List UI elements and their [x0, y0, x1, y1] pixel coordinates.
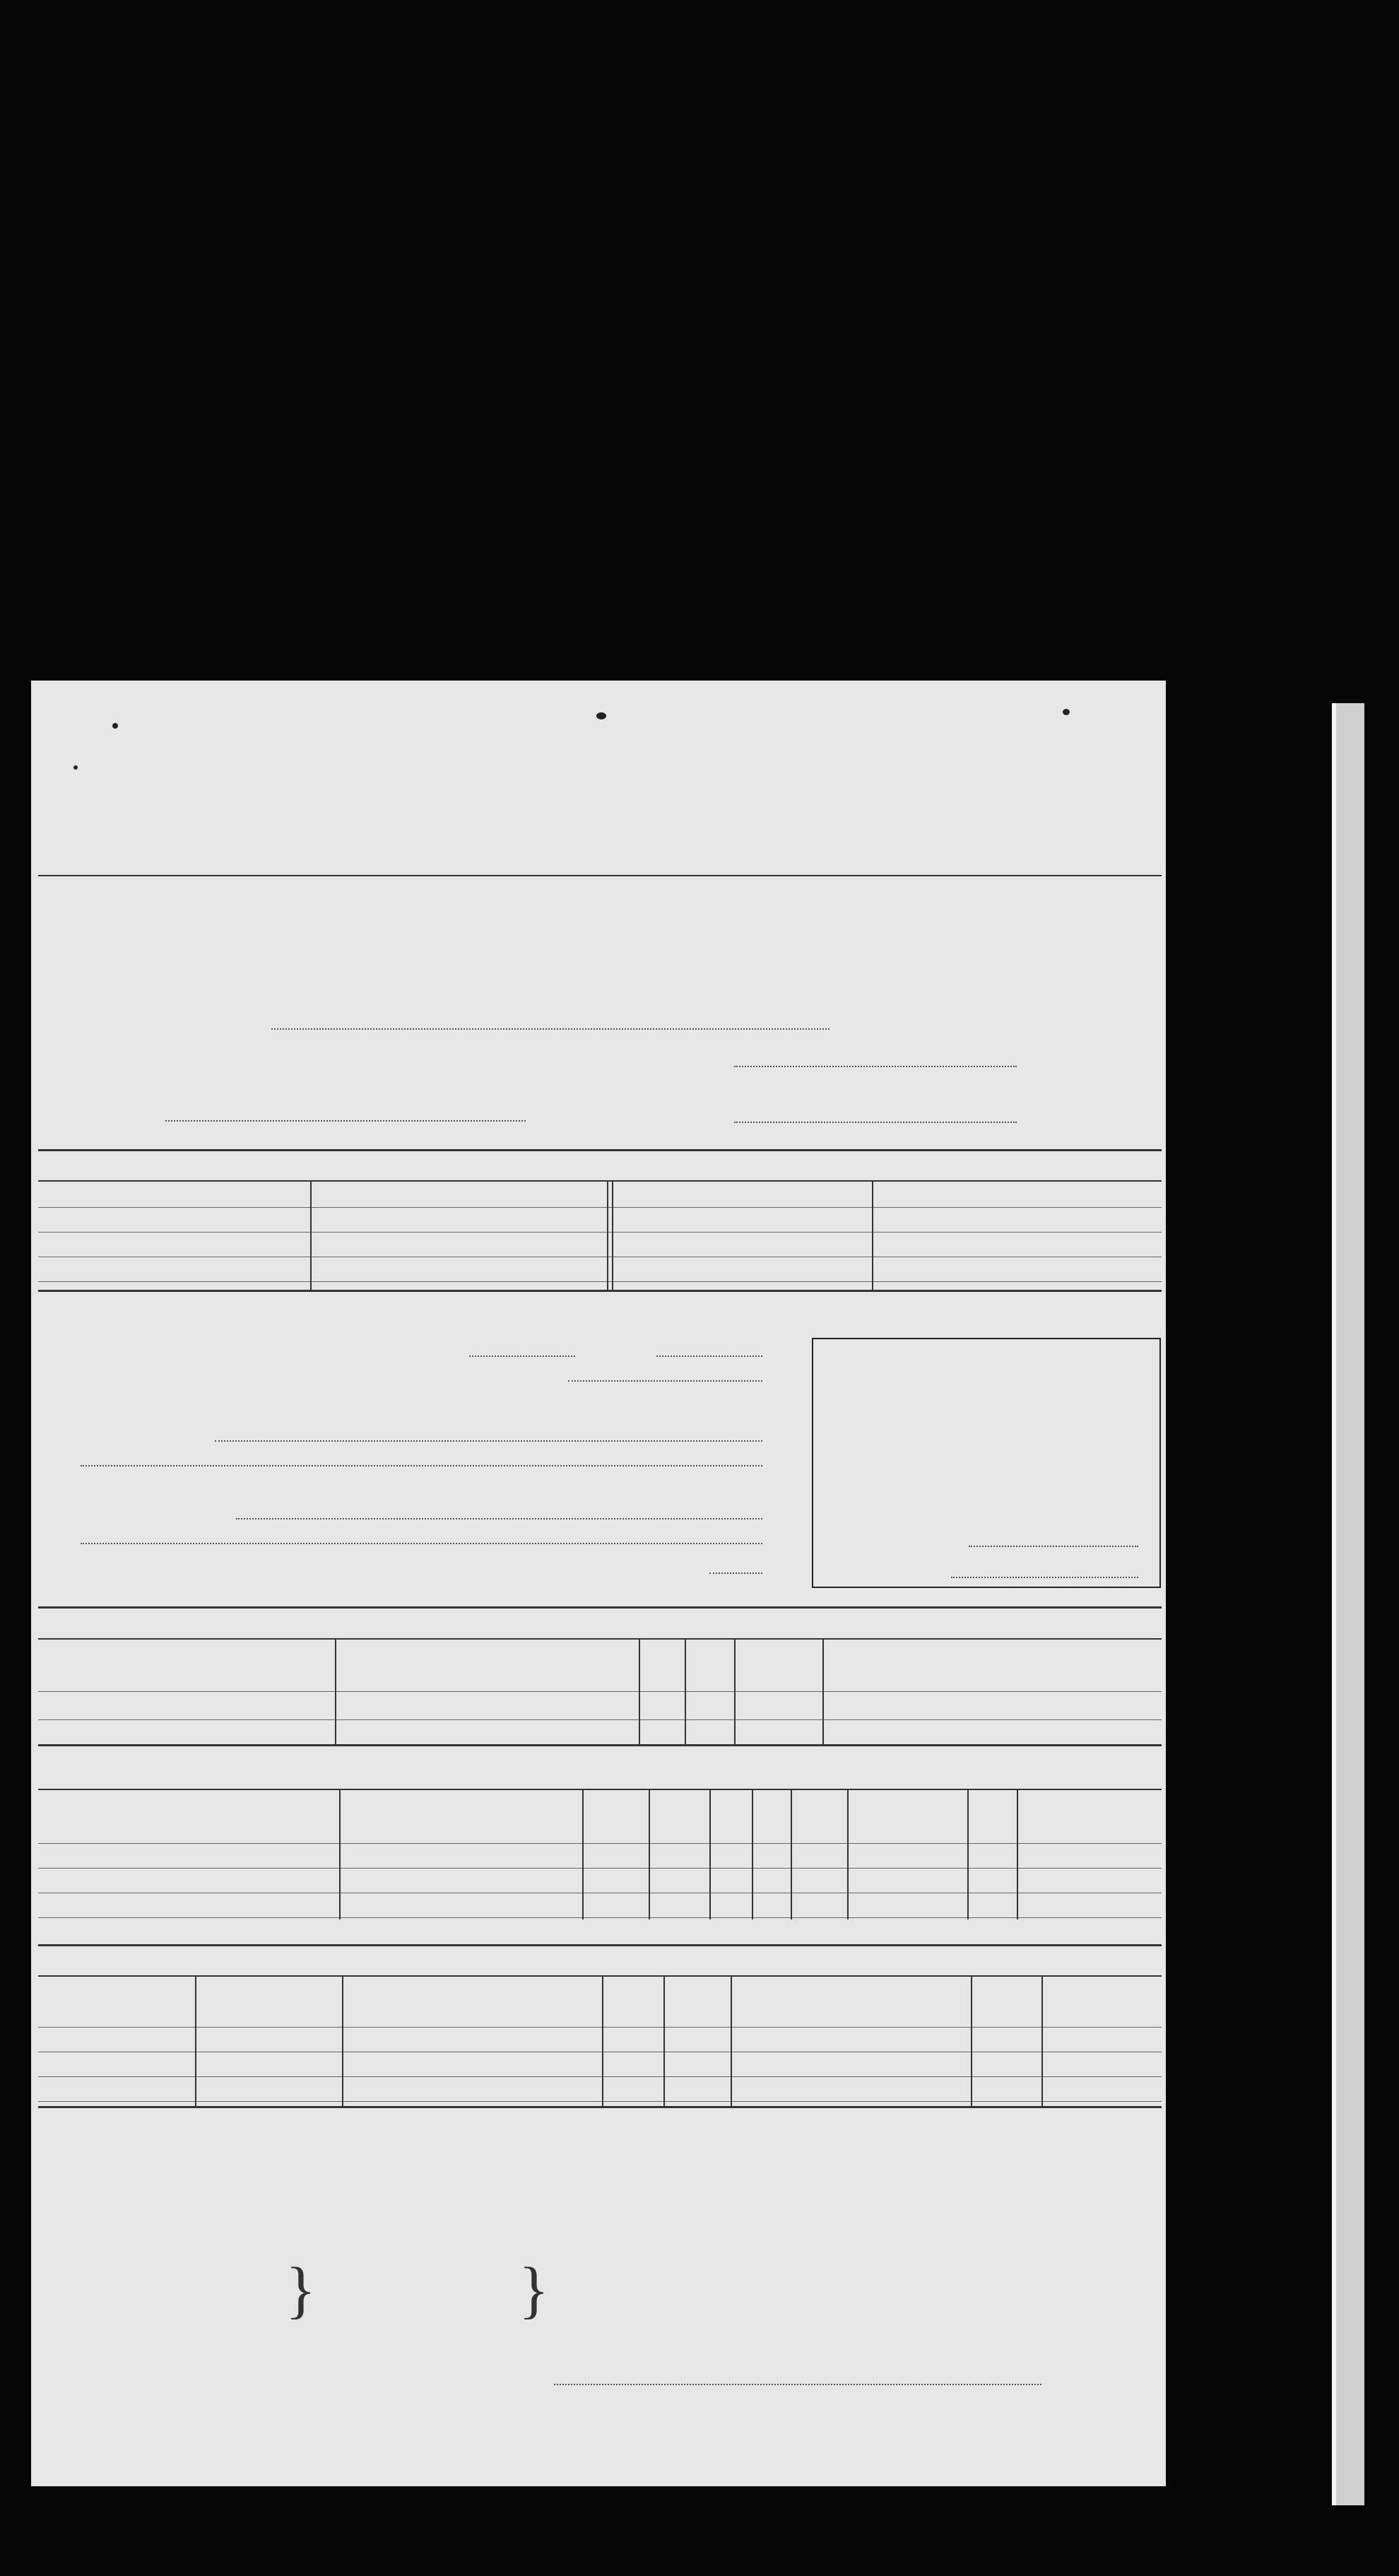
- row-line: [38, 1917, 1162, 1918]
- col-line: [967, 1789, 969, 1919]
- field-line: [81, 1543, 762, 1544]
- field-line: [469, 1355, 575, 1357]
- field-line: [734, 1066, 1017, 1067]
- field-line: [236, 1518, 762, 1519]
- row-line: [38, 1207, 1162, 1208]
- field-line: [215, 1440, 762, 1442]
- divider: [38, 1180, 1162, 1182]
- col-line: [612, 1180, 613, 1290]
- speck: [596, 712, 606, 719]
- row-line: [38, 2076, 1162, 2077]
- row-line: [38, 1719, 1162, 1720]
- divider: [38, 1944, 1162, 1946]
- divider: [38, 1290, 1162, 1292]
- col-line: [582, 1789, 584, 1919]
- divider: [38, 1789, 1162, 1790]
- col-line: [342, 1975, 343, 2106]
- divider: [38, 1149, 1162, 1151]
- row-line: [38, 1232, 1162, 1233]
- divider: [38, 1744, 1162, 1746]
- divider: [38, 2106, 1162, 2108]
- col-line: [649, 1789, 650, 1919]
- col-line: [339, 1789, 341, 1919]
- speck: [73, 765, 78, 770]
- row-line: [38, 1691, 1162, 1692]
- row-line: [38, 1843, 1162, 1844]
- field-line: [568, 1380, 762, 1382]
- brace-left: }: [285, 2255, 317, 2325]
- row-line: [38, 1281, 1162, 1282]
- col-line: [602, 1975, 603, 2106]
- field-line: [951, 1577, 1138, 1578]
- field-line: [271, 1028, 830, 1030]
- field-line: [709, 1572, 762, 1574]
- col-line: [335, 1638, 336, 1744]
- col-line: [709, 1789, 711, 1919]
- field-line: [165, 1120, 526, 1122]
- col-line: [685, 1638, 686, 1744]
- field-line: [734, 1122, 1017, 1123]
- divider: [38, 1606, 1162, 1608]
- col-line: [639, 1638, 640, 1744]
- speck: [1063, 709, 1070, 715]
- col-line: [607, 1180, 608, 1290]
- brace-right: }: [519, 2255, 550, 2325]
- col-line: [791, 1789, 792, 1919]
- col-line: [310, 1180, 312, 1290]
- official-use-box: [812, 1338, 1161, 1588]
- col-line: [752, 1789, 753, 1919]
- divider: [38, 1638, 1162, 1640]
- col-line: [734, 1638, 736, 1744]
- col-line: [971, 1975, 972, 2106]
- row-line: [38, 2027, 1162, 2028]
- film-edge-strip: [1332, 703, 1364, 2505]
- col-line: [1041, 1975, 1043, 2106]
- field-line: [969, 1546, 1138, 1547]
- col-line: [872, 1180, 873, 1290]
- divider: [38, 875, 1162, 876]
- col-line: [663, 1975, 665, 2106]
- signature-line: [554, 2384, 1041, 2385]
- top-film-strip: [71, 21, 1314, 78]
- col-line: [1017, 1789, 1018, 1919]
- divider: [38, 1975, 1162, 1977]
- speck: [112, 723, 118, 729]
- row-line: [38, 2101, 1162, 2102]
- col-line: [847, 1789, 849, 1919]
- declaration-form: [31, 681, 1166, 2486]
- row-line: [38, 1868, 1162, 1869]
- field-line: [81, 1465, 762, 1466]
- col-line: [195, 1975, 196, 2106]
- col-line: [822, 1638, 824, 1744]
- col-line: [731, 1975, 732, 2106]
- field-line: [656, 1355, 762, 1357]
